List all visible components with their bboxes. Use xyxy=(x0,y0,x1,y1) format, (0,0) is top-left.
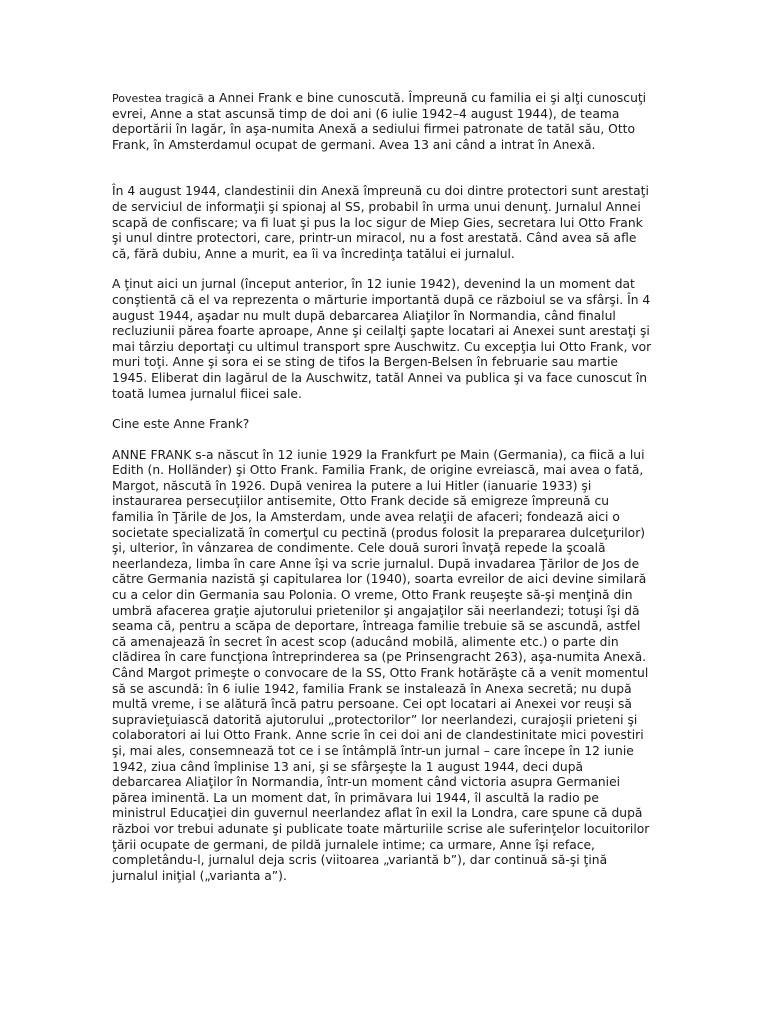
intro-paragraph xyxy=(112,91,652,153)
document-body xyxy=(112,91,652,884)
journal-paragraph: A ţinut aici un jurnal (început anterior, în 12 iunie 1942), devenind la un moment dat conştientă că el va reprezenta o mărturie importantă după ce războiul se va sfârşi. În 4 august 1944, aşadar nu mult după debarcarea Aliaţilor în Normandia, când finalul recluziunii părea foarte aproape, Anne şi ceilalţi şapte locatari ai Anexei sunt arestaţi şi mai târziu deportaţi cu ultimul transport spre Auschwitz. Cu excepţia lui Otto Frank, vor muri toţi. Anne şi sora ei se sting de tifos la Bergen-Belsen în februarie sau martie 1945. Eliberat din lagărul de la Auschwitz, tatăl Annei va publica şi va face cunoscut în toată lumea jurnalul fiicei sale. xyxy=(112,277,652,401)
intro-paragraph-text: a Annei Frank e bine cunoscută. Împreună cu familia ei şi alţi cunoscuţi evrei, Anne a stat ascunsă timp de doi ani (6 iulie 1942–4 august 1944), de teama deportării în lagăr, în aşa-numita Anexă a sediului firmei patronate de tatăl său, Otto Frank, în Amsterdamul ocupat de germani. Avea 13 ani când a intrat în Anexă. xyxy=(112,91,647,152)
biography-paragraph: ANNE FRANK s-a născut în 12 iunie 1929 la Frankfurt pe Main (Germania), ca fiică a lui Edith (n. Holländer) şi Otto Frank. Familia Frank, de origine evreiască, mai avea o fată, Margot, născută în 1926. După venirea la putere a lui Hitler (ianuarie 1933) şi instaurarea persecuţiilor antisemite, Otto Frank decide să emigreze împreună cu familia în Ţările de Jos, la Amsterdam, unde avea relaţii de afaceri; fondează aici o societate specializată în comerţul cu pectină (produs folosit la prepararea dulceţurilor) şi, ulterior, în vânzarea de condimente. Cele două surori învaţă repede la şcoală neerlandeza, limba în care Anne îşi va scrie jurnalul. După invadarea Ţărilor de Jos de către Germania nazistă şi capitularea lor (1940), soarta evreilor de aici devine similară cu a celor din Germania sau Polonia. O vreme, Otto Frank reuşeşte să-şi menţină din umbră afacerea graţie ajutorului prietenilor şi angajaţilor săi neerlandezi; totuşi îşi dă seama că, pentru a scăpa de deportare, întreaga familie trebuie să se ascundă, astfel că amenajează în secret în acest scop (aducând mobilă, alimente etc.) o parte din clădirea în care funcţiona întreprinderea sa (pe Prinsengracht 263), aşa-numita Anexă. xyxy=(112,447,647,665)
section-heading: Cine este Anne Frank? xyxy=(112,417,250,432)
hiding-paragraph: Când Margot primeşte o convocare de la SS, Otto Frank hotărăşte că a venit momentul să se ascundă: în 6 iulie 1942, familia Frank se instalează în Anexa secretă; nu după multă vreme, i se alătură încă patru persoane. Cei opt locatari ai Anexei vor reuşi să supravieţuiască datorită ajutorului „protectorilor” lor neerlandezi, curajoşii prieteni şi colaboratori ai lui Otto Frank. Anne scrie în cei doi ani de clandestinitate mici povestiri şi, mai ales, consemnează tot ce i se întâmplă într-un jurnal – care începe în 12 iunie 1942, ziua când împlinise 13 ani, şi se sfârşeşte la 1 august 1944, deci după debarcarea Aliaţilor în Normandia, într-un moment când victoria asupra Germaniei părea iminentă. La un moment dat, în primăvara lui 1944, îl ascultă la radio pe ministrul Educaţiei din guvernul neerlandez aflat în exil la Londra, care spune că după război vor trebui adunate şi publicate toate mărturiile scrise ale suferinţelor locuitorilor ţării ocupate de germani, de pildă jurnalele intime; ca urmare, Anne îşi reface, completându-l, jurnalul deja scris (viitoarea „variantă b”), dar continuă să-şi ţină jurnalul iniţial („varianta a”). xyxy=(112,666,650,883)
intro-lead-words: Povestea tragică xyxy=(112,92,204,105)
arrest-paragraph: În 4 august 1944, clandestinii din Anexă împreună cu doi dintre protectori sunt arestaţi de serviciul de informaţii şi spionaj al SS, probabil în urma unui denunţ. Jurnalul Annei scapă de confiscare; va fi luat şi pus la loc sigur de Miep Gies, secretara lui Otto Frank şi unul dintre protectori, care, printr-un miracol, nu a fost arestată. Când avea să afle că, fără dubiu, Anne a murit, ea îi va încredinţa tatălui ei jurnalul. xyxy=(112,184,649,261)
